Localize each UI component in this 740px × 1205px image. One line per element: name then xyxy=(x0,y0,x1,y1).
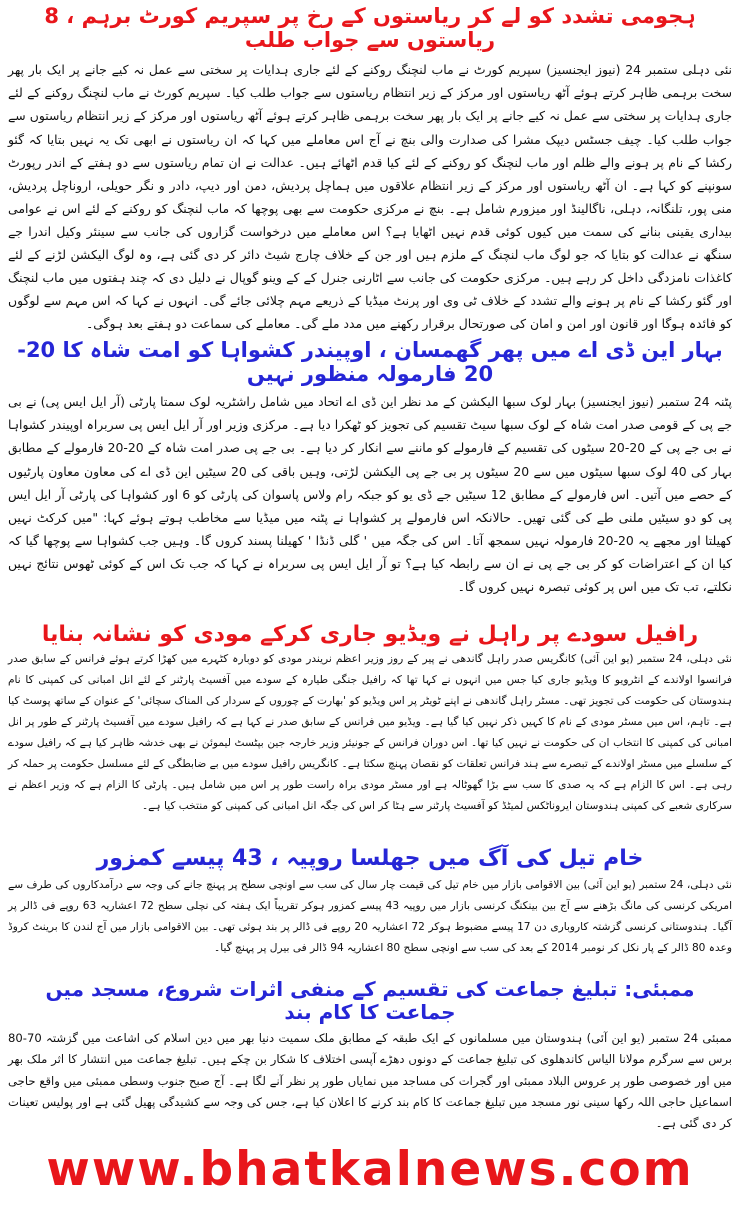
article-tablighi-jamaat xyxy=(8,978,732,1134)
article-body xyxy=(8,1028,732,1134)
article-body xyxy=(8,390,732,598)
article-text: نئی دہلی، 24 ستمبر (یو این آئی) بین الاقوامی بازار میں خام تیل کی قیمت چار سال کی سب سے اونچی سطح پر پہنچ جانے کی وجہ سے درآمدکاروں کی طرف سے امریکی کرنسی کی مانگ بڑھنے سے آج بین بینکنگ کرنسی بازار میں روپیہ 43 پیسے کمزور ہوکر تقریباً ایک ہفتہ کی نچلی سطح 72 اعشاریہ 63 روپے فی ڈالر پر آگیا۔ ہندوستانی کرنسی گزشتہ کاروباری دن 17 پیسے مضبوط ہوکر 72 اعشاریہ 20 روپے فی ڈالر پر بند ہوئی تھی۔ بین الاقوامی بازار میں آج لندن کا برینٹ کروڈ وعدہ 80 ڈالر کے پار نکل کر نومبر 2014 کے بعد کی سب سے اونچی سطح 80 اعشاریہ 94 ڈالر فی بیرل پر پہنچ گیا۔ xyxy=(8,879,733,955)
article-body xyxy=(8,875,732,959)
article-body xyxy=(8,58,732,335)
article-headline: رافیل سودے پر راہل نے ویڈیو جاری کرکے مودی کو نشانہ بنایا xyxy=(41,622,699,647)
article-bihar-nda xyxy=(8,338,732,598)
article-rupee xyxy=(8,846,732,959)
article-headline: بہار این ڈی اے میں پھر گھمسان ، اوپیندر کشواہا کو امت شاہ کا 20-20 فارمولہ منظور نہیں xyxy=(17,338,723,387)
article-headline: ممبئی: تبلیغ جماعت کی تقسیم کے منفی اثرات شروع، مسجد میں جماعت کا کام بند xyxy=(45,977,695,1024)
article-mob-lynching xyxy=(8,4,732,335)
article-text: نئی دہلی، 24 ستمبر (یو این آئی) کانگریس صدر راہل گاندھی نے پیر کے روز وزیر اعظم نریندر مودی کو دوبارہ کٹہرے میں کھڑا کرتے ہوئے فرانس کے سابق صدر فرانسوا اولاندے کے انٹرویو کا ویڈیو جاری کیا جس میں انہوں نے کہا تھا کہ رافیل جنگی طیارہ کے سودے میں آفسیٹ پارٹنر کے لئے انل امبانی کی کمپنی کا نام ہندوستان کی حکومت کی تجویز تھی۔ مسٹر راہل گاندھی نے اپنے ٹویٹر پر اس ویڈیو کو 'بھارت کے چوروں کے سردار کی المناک سچائی' کے عنوان کے ساتھ پوسٹ کیا ہے۔ تاہم، اس میں مسٹر مودی کے نام کا کہیں ذکر نہیں کیا گیا ہے۔ ویڈیو میں فرانس کے سابق صدر نے کہا ہے کہ رافیل سودے میں آفسیٹ پارٹنر کے طور پر انل امبانی کی کمپنی کا انتخاب ان کی حکومت نے نہیں کیا تھا۔ اس دوران فرانس کے جونیئر وزیر خارجہ جین بپٹسٹ لیموئن نے بھی خدشہ ظاہر کیا ہے کہ رافیل سودے کے سلسلے میں مسٹر اولاندے کے تبصرے سے ہند فرانس تعلقات کو نقصان پہنچ سکتا ہے۔ کانگریس رافیل سودے میں بے ضابطگی کے لئے مسلسل حکومت پر حملہ کر رہی ہے۔ اس کا الزام ہے کہ یہ صدی کا سب سے بڑا گھوٹالہ ہے اور مسٹر مودی براہ راست طور پر اس میں شامل ہیں۔ پارٹی کا الزام ہے کہ وزیر اعظم نے سرکاری شعبے کی کمپنی ہندوستان ایروناٹکس لمیٹڈ کو آفسیٹ پارٹنر سے ہٹا کر اس کی جگہ انل امبانی کی کمپنی کو منتخب کیا ہے۔ xyxy=(8,653,732,813)
article-headline: خام تیل کی آگ میں جھلسا روپیہ ، 43 پیسے کمزور xyxy=(96,846,644,871)
article-rafale xyxy=(8,622,732,817)
article-text: ممبئی 24 ستمبر (یو این آئی) ہندوستان میں مسلمانوں کے ایک طبقہ کے مطابق ملک سمیت دنیا بھر میں دین اسلام کی اشاعت میں گزشتہ 70-80 برس سے سرگرم مولانا الیاس کاندھلوی کی تبلیغ جماعت کے دونوں دھڑے آپسی اختلاف کا شکار بن چکے ہیں۔ تبلیغ جماعت میں انتشار کا اثر ملک بھر میں اور خصوصی طور پر عروس البلاد ممبئی اور گجرات کی مساجد میں نمایاں طور پر نظر آنے لگا ہے۔ آج صبح جنوب وسطی ممبئی میں واقع حاجی اسماعیل حاجی اللہ رکھا سینی نور مسجد میں تبلیغ جماعت کا کام بند کرنے کا اعلان کیا ہے، جس کی وجہ سے کشیدگی پھیل گئی ہے اور پولیس تعینات کر دی گئی ہے۔ xyxy=(8,1031,732,1131)
article-text: نئی دہلی ستمبر 24 (نیوز ایجنسیز) سپریم کورٹ نے ماب لنچنگ روکنے کے لئے جاری ہدایات پر سختی سے عمل نہ کیے جانے پر ایک بار پھر سخت برہمی ظاہر کرتے ہوئے آٹھ ریاستوں اور مرکز کے زیر انتظام ریاستوں سے جواب طلب کیا۔ سپریم کورٹ نے ماب لنچنگ روکنے کے لئے جاری ہدایات پر سختی سے عمل نہ کیے جانے پر ایک بار پھر سخت برہمی ظاہر کرتے ہوئے آٹھ ریاستوں اور مرکز کے زیر انتظام ریاستوں سے جواب طلب کیا۔ چیف جسٹس دیپک مشرا کی صدارت والی بنچ نے آج اس معاملے میں کہا کہ ان ریاستوں نے ابھی تک یہ نہیں بتایا کہ گئو رکشا کے نام پر ہونے والے ظلم اور ماب لنچنگ کو روکنے کے لئے کیا قدم اٹھائے ہیں۔ عدالت نے ان تمام ریاستوں سے دو ہفتے کے اندر رپورٹ سونپنے کو کہا ہے۔ ان آٹھ ریاستوں اور مرکز کے زیر انتظام علاقوں میں ہماچل پردیش، دمن اور دیپ، دادر و نگر حویلی، اروناچل پردیش، منی پور، تلنگانہ، دہلی، ناگالینڈ اور میزورم شامل ہے۔ بنچ نے مرکزی حکومت سے بھی پوچھا کہ ماب لنچنگ کو روکنے کے لئے اس نے عوامی بیداری یقینی بنانے کی سمت میں کیوں کوئی قدم نہیں اٹھایا ہے؟ اس معاملے میں درخواست گزاروں کی جانب سے سینئر وکیل اندرا جے سنگھ نے عدالت کو بتایا کہ جو لوگ ماب لنچنگ کے ملزم ہیں اور جن کے خلاف چارج شیٹ دائر کر دی گئی ہے، وہ لوگ الیکشن لڑنے کے لئے کاغذات نامزدگی داخل کر رہے ہیں۔ مرکزی حکومت کی جانب سے اٹارنی جنرل کے کے وینو گوپال نے دلیل دی کہ چند ہفتوں میں ماب لنچنگ اور گئو رکشا کے نام پر ہونے والے تشدد کے خلاف ٹی وی اور پرنٹ میڈیا کے ذریعے مہم چلائی جائے گی۔ انہوں نے کہا کہ اس مہم سے لوگوں کو فائدہ ہوگا اور قانون اور امن و امان کی صورتحال برقرار رکھنے میں مدد ملے گی۔ معاملے کی سماعت دو ہفتے بعد ہوگی۔ xyxy=(8,62,733,332)
article-headline: ہجومی تشدد کو لے کر ریاستوں کے رخ پر سپریم کورٹ برہم ، 8 ریاستوں سے جواب طلب xyxy=(44,4,696,53)
article-text: پٹنہ 24 ستمبر (نیوز ایجنسیز) بہار لوک سبھا الیکشن کے مد نظر این ڈی اے اتحاد میں شامل راشٹریہ لوک سمتا پارٹی (آر ایل ایس پی) نے بی جے پی کے قومی صدر امت شاہ کے لوک سبھا سیٹ تقسیم کی تجویز کو ٹھکرا دیا ہے۔ مرکزی وزیر اور آر ایل ایس پی سربراہ اوپیندر کشواہا نے بی جے پی کے 20-20 سیٹوں کی تقسیم کے فارمولے کو ماننے سے انکار کر دیا ہے۔ بی جے پی صدر امت شاہ کے 20-20 فارمولے کے مطابق بہار کی 40 لوک سبھا سیٹوں میں سے 20 سیٹوں پر بی جے پی الیکشن لڑتی، وہیں باقی کی 20 سیٹیں این ڈی اے کی معاون معاون پارٹیوں کے حصے میں آتیں۔ اس فارمولے کے مطابق 12 سیٹیں جے ڈی یو کو جبکہ رام ولاس پاسوان کی پارٹی کو 6 اور کشواہا کی پارٹی آر ایل ایس پی کو دو سیٹیں ملنی طے کی گئی تھیں۔ حالانکہ اس فارمولے پر کشواہا نے پٹنہ میں میڈیا سے مخاطب ہوتے ہوئے کہا: "میں کرکٹ نہیں کھیلتا اور مجھے یہ 20-20 فارمولہ نہیں سمجھ آتا۔ اس کی جگہ میں ' گلی ڈنڈا ' کھیلنا پسند کروں گا۔ وہیں جب کشواہا سے پوچھا گیا کہ کیا ان کے اعتراضات کو کر بی جے پی نے ان سے رابطہ کیا ہے؟ تو آر ایل ایس پی سربراہ نے کہا کہ جب تک اس کے کوئی ٹھوس نتائج نہیں نکلتے، تب تک میں اس پر کوئی تبصرہ نہیں کروں گا۔ xyxy=(8,394,732,595)
website-url: www.bhatkalnews.com xyxy=(46,1142,694,1197)
article-body xyxy=(8,649,732,817)
